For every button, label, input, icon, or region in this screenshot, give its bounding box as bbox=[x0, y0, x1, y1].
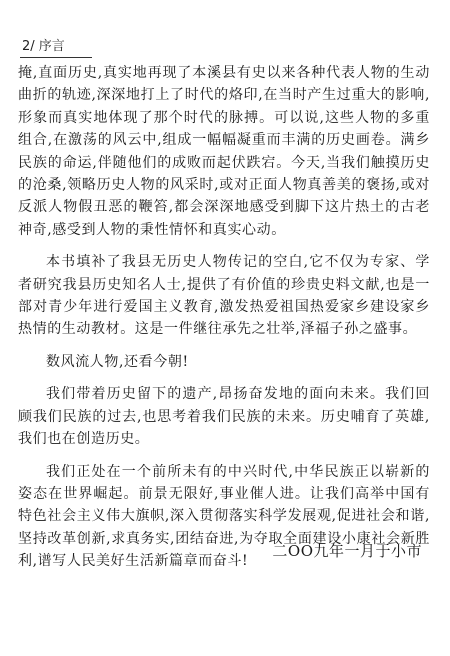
page-header bbox=[20, 38, 430, 58]
document-body bbox=[18, 62, 430, 573]
paragraph-book-value: 本书填补了我县无历史人物传记的空白,它不仅为专家、学者研究我县历史知名人士,提供了有价值的珍贵史料文献,也是一部对青少年进行爱国主义教育,激发热爱祖国热爱家乡建设家乡热情的生动教材。这是一件继往承先之壮举,泽福子孙之盛事。 bbox=[18, 254, 430, 338]
date-signature: 二OO九年一月于小市 bbox=[272, 542, 422, 560]
paragraph-quote: 数风流人物,还看今朝! bbox=[46, 353, 189, 370]
paragraph-era: 我们正处在一个前所未有的中兴时代,中华民族正以崭新的姿态在世界崛起。前景无限好,事业催人进。让我们高举中国有特色社会主义伟大旗帜,深入贯彻落实科学发展观,促进社会和谐,坚持改革创新,求真务实,团结奋进,为夺取全面建设小康社会新胜利,谱写人民美好生活新篇章而奋斗! bbox=[18, 463, 430, 570]
page-number-section-label: 2/ 序言 bbox=[22, 39, 65, 54]
header-rule bbox=[20, 57, 92, 58]
paragraph-continuation: 掩,直面历史,真实地再现了本溪县有史以来各种代表人物的生动曲折的轨迹,深深地打上了时代的烙印,在当时产生过重大的影响,形象而真实地体现了那个时代的脉搏。可以说,这些人物的多重组合,在激荡的风云中,组成一幅幅凝重而丰满的历史画卷。满乡民族的命运,伴随他们的成败而起伏跌宕。今天,当我们触摸历史的沧桑,领略历史人物的风采时,或对正面人物真善美的褒扬,或对反派人物假丑恶的鞭笞,都会深深地感受到脚下这片热土的古老神奇,感受到人物的秉性情怀和真实心动。 bbox=[18, 65, 430, 238]
paragraph-legacy: 我们带着历史留下的遗产,昂扬奋发地的面向未来。我们回顾我们民族的过去,也思考着我们民族的未来。历史哺育了英雄,我们也在创造历史。 bbox=[18, 386, 430, 448]
